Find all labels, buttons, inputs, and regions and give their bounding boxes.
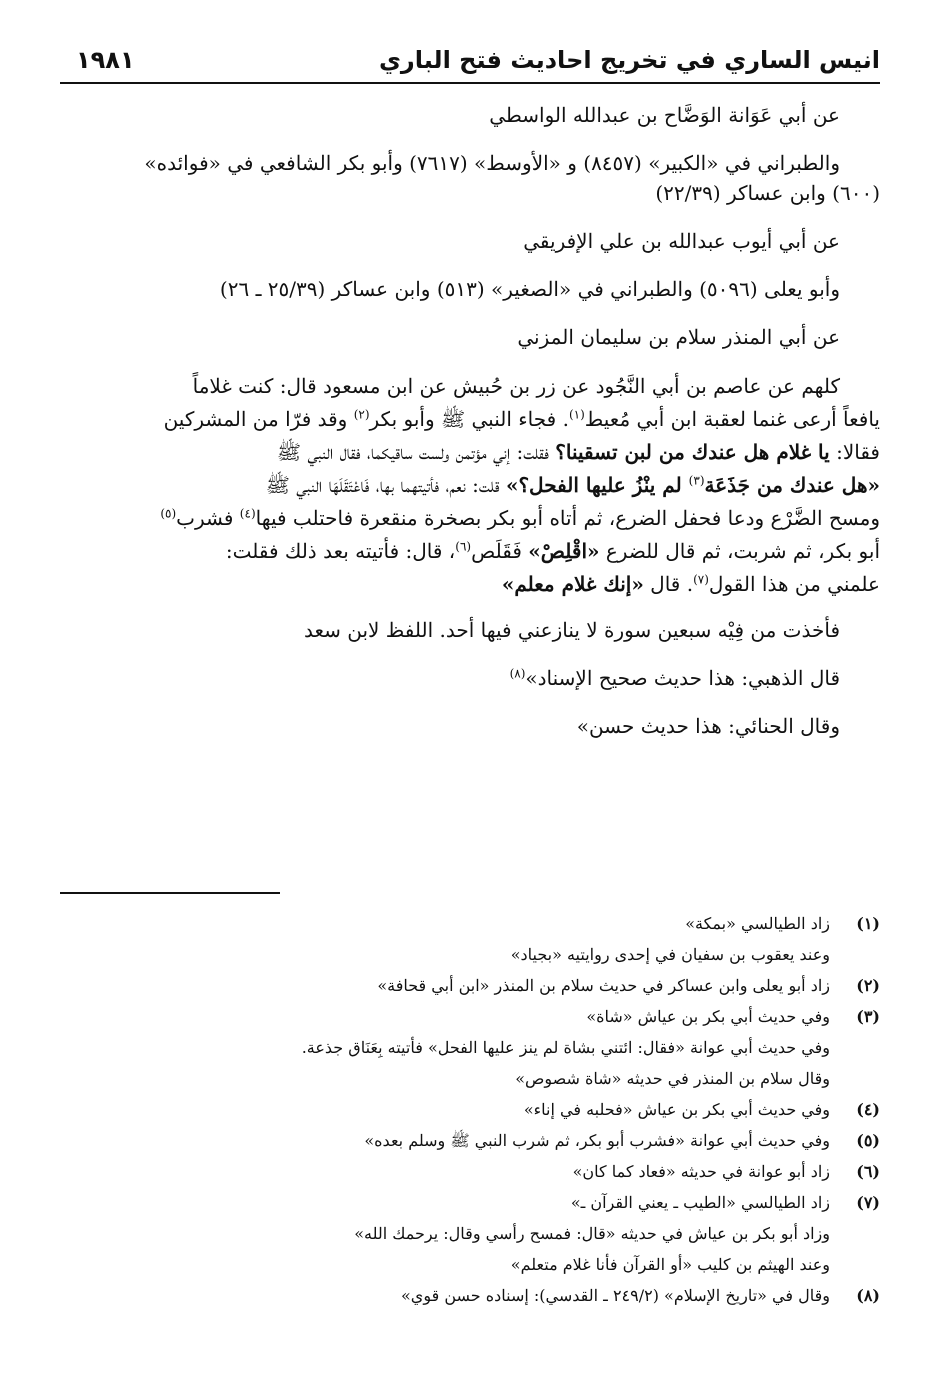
text-line xyxy=(60,436,880,469)
text-span: أبو بكر، ثم شربت، ثم قال للضرع xyxy=(599,539,880,563)
footnote-number: (٤) xyxy=(856,1100,880,1119)
footnote xyxy=(60,1125,880,1156)
text-span-bold: لم ينْزُ عليها الفحل؟» xyxy=(505,473,689,497)
text-span: فقالا: xyxy=(829,440,880,464)
text-line xyxy=(60,469,880,502)
text-span: . فجاء النبي ﷺ وأبو بكر xyxy=(369,407,569,431)
footnote xyxy=(60,1280,880,1311)
footnote-number: (٣) xyxy=(856,1007,880,1026)
running-title: انيس الساري في تخريج احاديث فتح الباري xyxy=(378,46,880,74)
footnote-text: وفي حديث أبي عوانة «فشرب أبو بكر، ثم شرب النبي ﷺ وسلم بعده» xyxy=(364,1131,830,1150)
footnote-ref[interactable]: (٤) xyxy=(239,506,256,521)
book-page xyxy=(60,40,880,1360)
footnote-number: (٢) xyxy=(856,976,880,995)
text-line: والطبراني في «الكبير» (٨٤٥٧) و «الأوسط» (٧٦١٧) وأبو بكر الشافعي في «فوائده» xyxy=(144,151,840,175)
text-span-bold: «اقْلِصْ» xyxy=(528,539,600,563)
footnote-ref[interactable]: (١) xyxy=(568,407,585,422)
text-line: كلهم عن عاصم بن أبي النَّجُود عن زر بن حُبيش عن ابن مسعود قال: كنت غلاماً xyxy=(192,374,840,398)
footnote xyxy=(60,1094,880,1125)
text-line xyxy=(60,663,880,693)
text-span: يافعاً أرعى غنما لعقبة ابن أبي مُعيط xyxy=(584,407,880,431)
footnote-text: وقال سلام بن المنذر في حديثه «شاة شصوص» xyxy=(515,1069,830,1088)
footnote-text: وفي حديث أبي عوانة «فقال: ائتني بشاة لم ينز عليها الفحل» فأتيته بِعَنَاق جذعة. xyxy=(301,1038,830,1057)
footnote xyxy=(60,908,880,939)
text-line xyxy=(60,502,880,535)
footnotes xyxy=(60,908,880,1311)
footnote-ref[interactable]: (٣) xyxy=(688,473,705,488)
footnote-number: (٨) xyxy=(856,1286,880,1305)
text-span-bold: يا غلام هل عندك من لبن تسقينا؟ xyxy=(555,440,830,464)
text-line xyxy=(60,568,880,601)
footnote xyxy=(60,1063,880,1094)
text-span: فقلت: إني مؤتمن ولست ساقيكما، فقال النبي ﷺ xyxy=(276,440,556,464)
footnote-number: (١) xyxy=(856,914,880,933)
footnote xyxy=(60,939,880,970)
footnote-ref[interactable]: (٧) xyxy=(693,572,709,587)
text-span: قال الذهبي: هذا حديث صحيح الإسناد» xyxy=(525,666,840,690)
footnote-text: زاد الطيالسي «بمكة» xyxy=(685,914,830,933)
footnote xyxy=(60,1032,880,1063)
text-span: وقد فرّا من المشركين xyxy=(163,407,354,431)
text-line: (٦٠٠) وابن عساكر (٢٢/٣٩) xyxy=(655,181,880,205)
footnote-text: وعند الهيثم بن كليب «أو القرآن فأنا غلام متعلم» xyxy=(510,1255,830,1274)
text-span: فَقَلَص xyxy=(471,539,529,563)
text-line: عن أبي أيوب عبدالله بن علي الإفريقي xyxy=(523,229,840,253)
footnote-text: وفي حديث أبي بكر بن عياش «شاة» xyxy=(586,1007,830,1026)
footnote-ref[interactable]: (٢) xyxy=(353,407,370,422)
header-rule xyxy=(60,82,880,84)
footnote-ref[interactable]: (٦) xyxy=(455,539,472,554)
footnote-number: (٥) xyxy=(856,1131,880,1150)
text-line: وأبو يعلى (٥٠٩٦) والطبراني في «الصغير» (٥١٣) وابن عساكر (٢٥/٣٩ ـ ٢٦) xyxy=(219,277,840,301)
footnote-text: وعند يعقوب بن سفيان في إحدى روايتيه «بجياد» xyxy=(510,945,830,964)
text-span: علمني من هذا القول xyxy=(708,572,880,596)
text-span: . قال xyxy=(643,572,694,596)
hadith-paragraph xyxy=(60,370,880,601)
footnote xyxy=(60,1156,880,1187)
footnote-text: وفي حديث أبي بكر بن عياش «فحلبه في إناء» xyxy=(523,1100,830,1119)
footnote-text: وزاد أبو بكر بن عياش في حديثه «قال: فمسح رأسي وقال: يرحمك الله» xyxy=(354,1224,830,1243)
footnote xyxy=(60,1187,880,1218)
footnote-number: (٧) xyxy=(856,1193,880,1212)
footnote-ref[interactable]: (٥) xyxy=(160,506,177,521)
text-line: عن أبي عَوَانة الوَضَّاح بن عبدالله الواسطي xyxy=(489,103,840,127)
page-number: ١٩٨١ xyxy=(76,46,135,74)
footnote-text: زاد أبو عوانة في حديثه «فعاد كما كان» xyxy=(572,1162,830,1181)
text-span-bold: «إنك غلام معلم» xyxy=(501,572,644,596)
page-header xyxy=(60,40,880,80)
text-line xyxy=(60,403,880,436)
text-line: وقال الحنائي: هذا حديث حسن» xyxy=(576,714,840,738)
footnote xyxy=(60,1218,880,1249)
text-line: عن أبي المنذر سلام بن سليمان المزني xyxy=(517,325,840,349)
footnote-separator xyxy=(60,892,280,894)
text-span: ومسح الضَّرْع ودعا فحفل الضرع، ثم أتاه أبو بكر بصخرة منقعرة فاحتلب فيها xyxy=(255,506,880,530)
text-span: قلت: نعم، فأتيتهما بها، فَاعْتَقَلَهَا النبي ﷺ xyxy=(265,473,506,497)
footnote xyxy=(60,1001,880,1032)
footnote-ref[interactable]: (٨) xyxy=(509,666,526,681)
text-span: فشرب xyxy=(176,506,240,530)
footnote-number: (٦) xyxy=(856,1162,880,1181)
text-span-bold: «هل عندك من جَذَعَة xyxy=(704,473,880,497)
footnote-text: زاد أبو يعلى وابن عساكر في حديث سلام بن المنذر «ابن أبي قحافة» xyxy=(377,976,830,995)
text-line: فأخذت من فِيْه سبعين سورة لا ينازعني فيها أحد. اللفظ لابن سعد xyxy=(303,618,840,642)
main-text xyxy=(60,100,880,741)
footnote xyxy=(60,970,880,1001)
footnote-text: زاد الطيالسي «الطيب ـ يعني القرآن ـ» xyxy=(570,1193,830,1212)
footnote xyxy=(60,1249,880,1280)
footnote-text: وقال في «تاريخ الإسلام» (٢٤٩/٢ ـ القدسي): إسناده حسن قوي» xyxy=(401,1286,830,1305)
text-line xyxy=(60,535,880,568)
text-span: ، قال: فأتيته بعد ذلك فقلت: xyxy=(225,539,456,563)
